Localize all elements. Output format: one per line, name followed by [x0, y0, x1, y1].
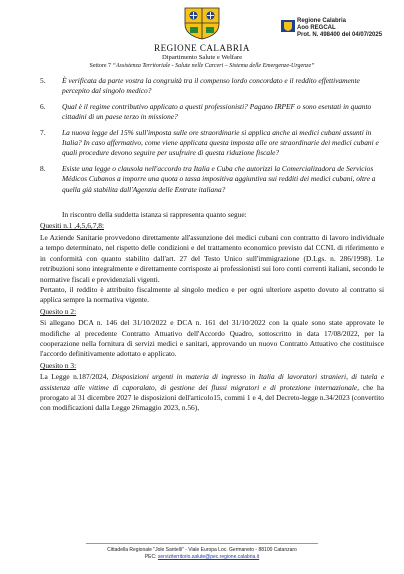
section-heading: Quesito n 3: — [40, 360, 77, 370]
department-title: Dipartimento Salute e Welfare — [161, 54, 243, 61]
settore-prefix: Settore 7 — [89, 63, 112, 69]
question-text: La nuova legge del 15% sull'imposta sulle ore straordinarie si applica anche ai medici cubani assunti in Italia? In caso affermativo, come viene applicata questa imposta alle ore straordinarie dei medici cubani e quali procedure devono seguire per usufruire di questa riduzione fiscale? — [62, 127, 379, 158]
question-text: Esiste una legge o clausola nell'accordo tra Italia e Cuba che autorizzi la Comercializadora de Servicios Médicos Cubanos a imporre una quota o tassa impositiva aggiuntiva sui redditi dei medici cubani, oltre a quella già stabilita dall'Agenzia delle Entrate italiana? — [62, 163, 376, 194]
section-heading: Quesiti n.1 ,4,5,6,7,8: — [40, 221, 105, 231]
region-title: REGIONE CALABRIA — [154, 43, 250, 53]
pec-email-link[interactable]: serviziterritorio.salute@pec.regione.calabria.it — [157, 554, 260, 560]
question-item — [40, 128, 384, 159]
question-number: 8. — [40, 163, 46, 173]
section-paragraph: Le Aziende Sanitarie provvedono direttamente all'assunzione dei medici cubani con contratto di lavoro individuale a tempo determinato, nel rispetto delle condizioni e del trattamento economico previsto dal CCNL di riferimento e in conformità con quanto stabilito dall'art. 27 del Testo Unico sull'immigrazione (D.Lgs. n. 286/1998). Le retribuzioni sono integralmente e direttamente corrisposte ai professionisti sui loro conti correnti italiani, secondo le normative fiscali e previdenziali vigenti. — [40, 232, 384, 284]
document-body — [40, 76, 384, 414]
question-number: 5. — [40, 76, 46, 85]
pec-label: PEC: — [144, 554, 157, 560]
page-footer — [0, 547, 404, 561]
question-item — [40, 102, 384, 123]
question-text: È verificata da parte vostra la congruità tra il compenso lordo concordato e il reddito effettivamente percepito dal singolo medico? — [62, 76, 360, 96]
law-title: Disposizioni urgenti in materia di ingresso in Italia di lavoratori stranieri, di tutela e assistenza alle vittime di caporalato, di gestione dei flussi migratori e di protezione internazionale — [40, 372, 384, 392]
section-paragraph — [40, 372, 384, 414]
question-item — [40, 76, 384, 97]
protocol-line-2: Aoo REGCAL — [297, 25, 336, 32]
paragraph-start: La Legge n.187/2024, — [40, 372, 112, 382]
regione-calabria-coat-of-arms-icon — [181, 6, 223, 40]
question-number: 7. — [40, 127, 46, 137]
question-text: Qual è il regime contributivo applicato a questi professionisti? Pagano IRPEF o sono esentati in quanto cittadini di un paese terzo in missione? — [62, 101, 372, 122]
settore-description: “Assistenza Territoriale - Salute nelle Carceri – Sistema delle Emergenze-Urgenze” — [112, 63, 315, 69]
section-heading: Quesito n 2: — [40, 306, 77, 316]
footer-divider — [86, 543, 318, 544]
question-number: 6. — [40, 101, 46, 111]
settore-line — [0, 63, 404, 69]
protocol-line-3: Prot. N. 498400 del 04/07/2025 — [297, 32, 383, 39]
question-item — [40, 164, 384, 195]
footer-pec — [0, 554, 404, 561]
section-paragraph: Pertanto, il reddito è attribuito fiscalmente al singolo medico e per ogni ulteriore aspetto dovuto al contratto si applica sempre la normativa vigente. — [40, 284, 384, 305]
intro-paragraph: In riscontro della suddetta istanza si rappresenta quanto segue: — [62, 210, 247, 220]
paragraph-end: , che ha prorogato al 31 dicembre 2027 le disposizioni dell'articolo15, commi 1 e 4, del Decreto-legge n.34/2023 (convertito con modificazioni dalla Legge 26maggio 2023, n.56), — [40, 382, 384, 413]
protocol-line-1: Regione Calabria — [297, 18, 347, 24]
footer-address: Cittadella Regionale "Jole Santelli" - Viale Europa Loc. Germaneto - 88100 Catanzaro — [107, 547, 297, 553]
section-paragraph: Si allegano DCA n. 146 del 31/10/2022 e DCA n. 161 del 31/10/2022 con la quale sono state approvate le modifiche al precedente Contratto Attuativo dell'Accordo Quadro, sottoscritto in data 17/08/2022, per la cooperazione nella fornitura di servizi medici e sanitari, approvando un nuovo Contratto Attuativo che costituisce l'accordo definitivamente adottato e applicato. — [40, 318, 384, 359]
region-flag-icon — [281, 20, 295, 32]
